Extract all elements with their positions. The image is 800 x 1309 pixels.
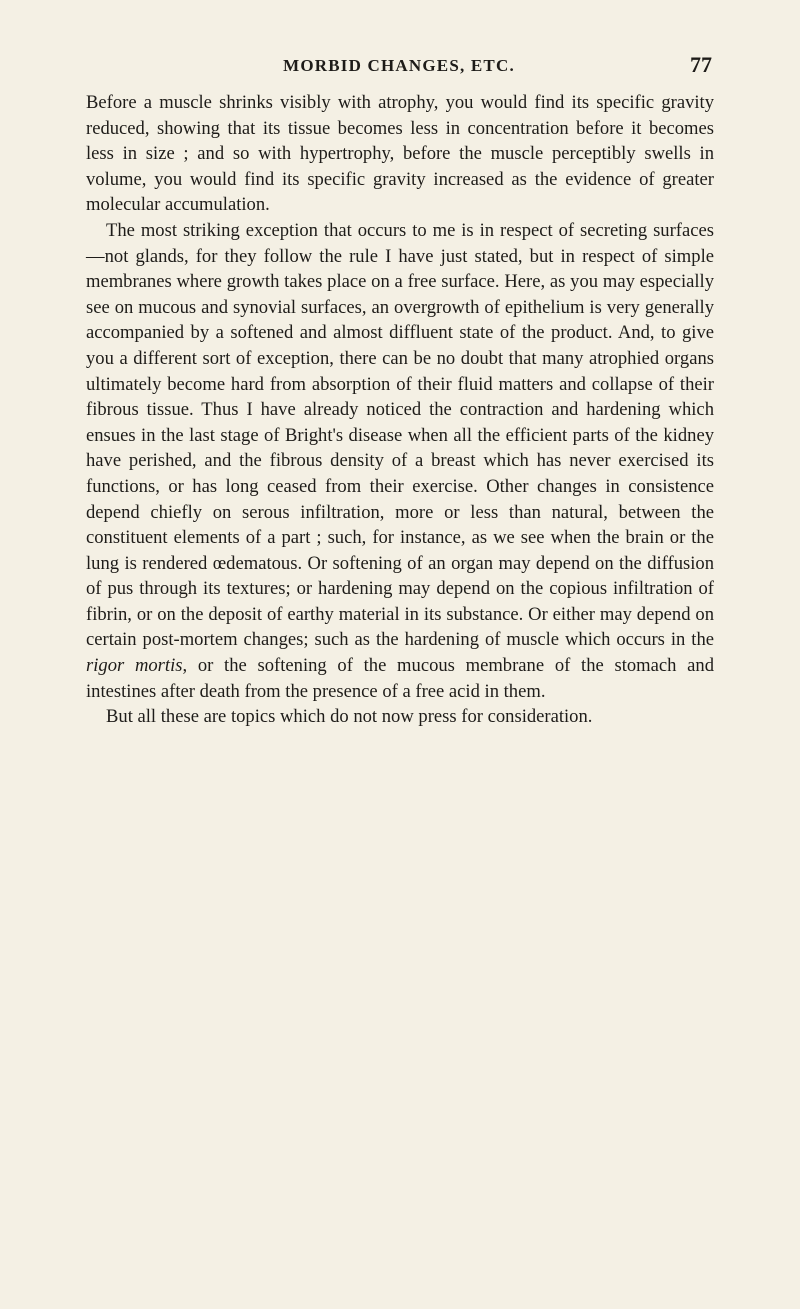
page-number: 77 — [690, 52, 712, 77]
paragraph-2-text-after: , or the softening of the mucous membrane of the stomach and intestines after death from the presence of a free acid in them. — [86, 655, 714, 702]
paragraph-2-text-before: The most striking exception that occurs to me is in respect of secreting surfaces—not glands, for they follow the rule I have just stated, but in respect of simple membranes where growth takes place on a free surface. Here, as you may especially see on mucous and synovial surfaces, an overgrowth of epithelium is very generally accompanied by a softened and almost diffluent state of the product. And, to give you a different sort of exception, there can be no doubt that many atrophied organs ultimately become hard from absorption of their fluid matters and collapse of their fibrous tissue. Thus I have already noticed the contraction and hardening which ensues in the last stage of Bright's disease when all the efficient parts of the kidney have perished, and the fibrous density of a breast which has never exercised its functions, or has long ceased from their exercise. Other changes in consistence depend chiefly on serous infiltration, more or less than natural, between the constituent elements of a part ; such, for instance, as we see when the brain or the lung is rendered œdematous. Or softening of an organ may depend on the diffusion of pus through its textures; or hardening may depend on the copious infiltration of fibrin, or on the deposit of earthy material in its substance. Or either may depend on certain post-mortem changes; such as the hardening of muscle which occurs in the — [86, 219, 714, 651]
running-head — [86, 52, 712, 82]
paragraph-1: Before a muscle shrinks visibly with atrophy, you would find its specific gravity reduced, showing that its tissue becomes less in concentration before it becomes less in size ; and so with hypertrophy, before the muscle perceptibly swells in volume, you would find its specific gravity increased as the evidence of greater molecular accumulation. — [86, 92, 714, 216]
paragraph-2-italic-term: rigor mortis — [86, 655, 183, 677]
running-title: MORBID CHANGES, ETC. — [283, 56, 515, 75]
body-text — [86, 90, 714, 730]
paragraph-3: But all these are topics which do not now press for consideration. — [106, 706, 593, 728]
paragraph-2 — [86, 218, 714, 704]
